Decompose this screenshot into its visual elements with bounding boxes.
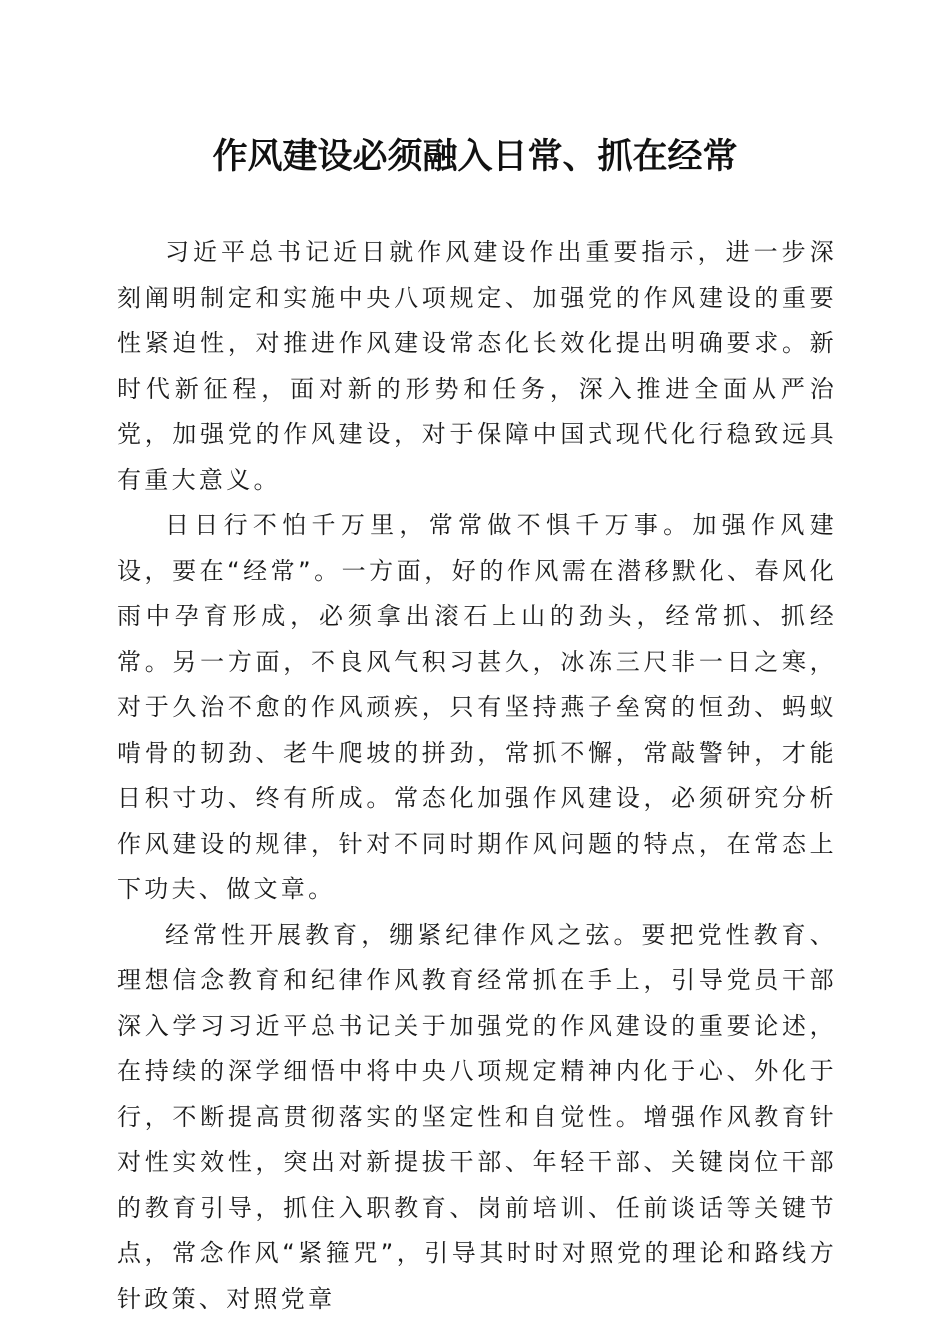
paragraph-3: 经常性开展教育，绷紧纪律作风之弦。要把党性教育、理想信念教育和纪律作风教育经常抓在手上，引导党员干部深入学习习近平总书记关于加强党的作风建设的重要论述，在持续的深学细悟中将中央八项规定精神内化于心、外化于行，不断提高贯彻落实的坚定性和自觉性。增强作风教育针对性实效性，突出对新提拔干部、年轻干部、关键岗位干部的教育引导，抓住入职教育、岗前培训、任前谈话等关键节点，常念作风“紧箍咒”，引导其时时对照党的理论和路线方针政策、对照党章 xyxy=(117,920,837,1313)
paragraph-2: 日日行不怕千万里，常常做不惧千万事。加强作风建设，要在“经常”。一方面，好的作风需在潜移默化、春风化雨中孕育形成，必须拿出滚石上山的劲头，经常抓、抓经常。另一方面，不良风气积习甚久，冰冻三尺非一日之寒，对于久治不愈的作风顽疾，只有坚持燕子垒窝的恒劲、蚂蚁啃骨的韧劲、老牛爬坡的拼劲，常抓不懈，常敲警钟，才能日积寸功、终有所成。常态化加强作风建设，必须研究分析作风建设的规律，针对不同时期作风问题的特点，在常态上下功夫、做文章。 xyxy=(117,511,837,903)
paragraph-1: 习近平总书记近日就作风建设作出重要指示，进一步深刻阐明制定和实施中央八项规定、加强党的作风建设的重要性紧迫性，对推进作风建设常态化长效化提出明确要求。新时代新征程，面对新的形势和任务，深入推进全面从严治党，加强党的作风建设，对于保障中国式现代化行稳致远具有重大意义。 xyxy=(117,238,837,494)
document-title: 作风建设必须融入日常、抓在经常 xyxy=(212,136,738,177)
document-body xyxy=(117,230,837,1322)
